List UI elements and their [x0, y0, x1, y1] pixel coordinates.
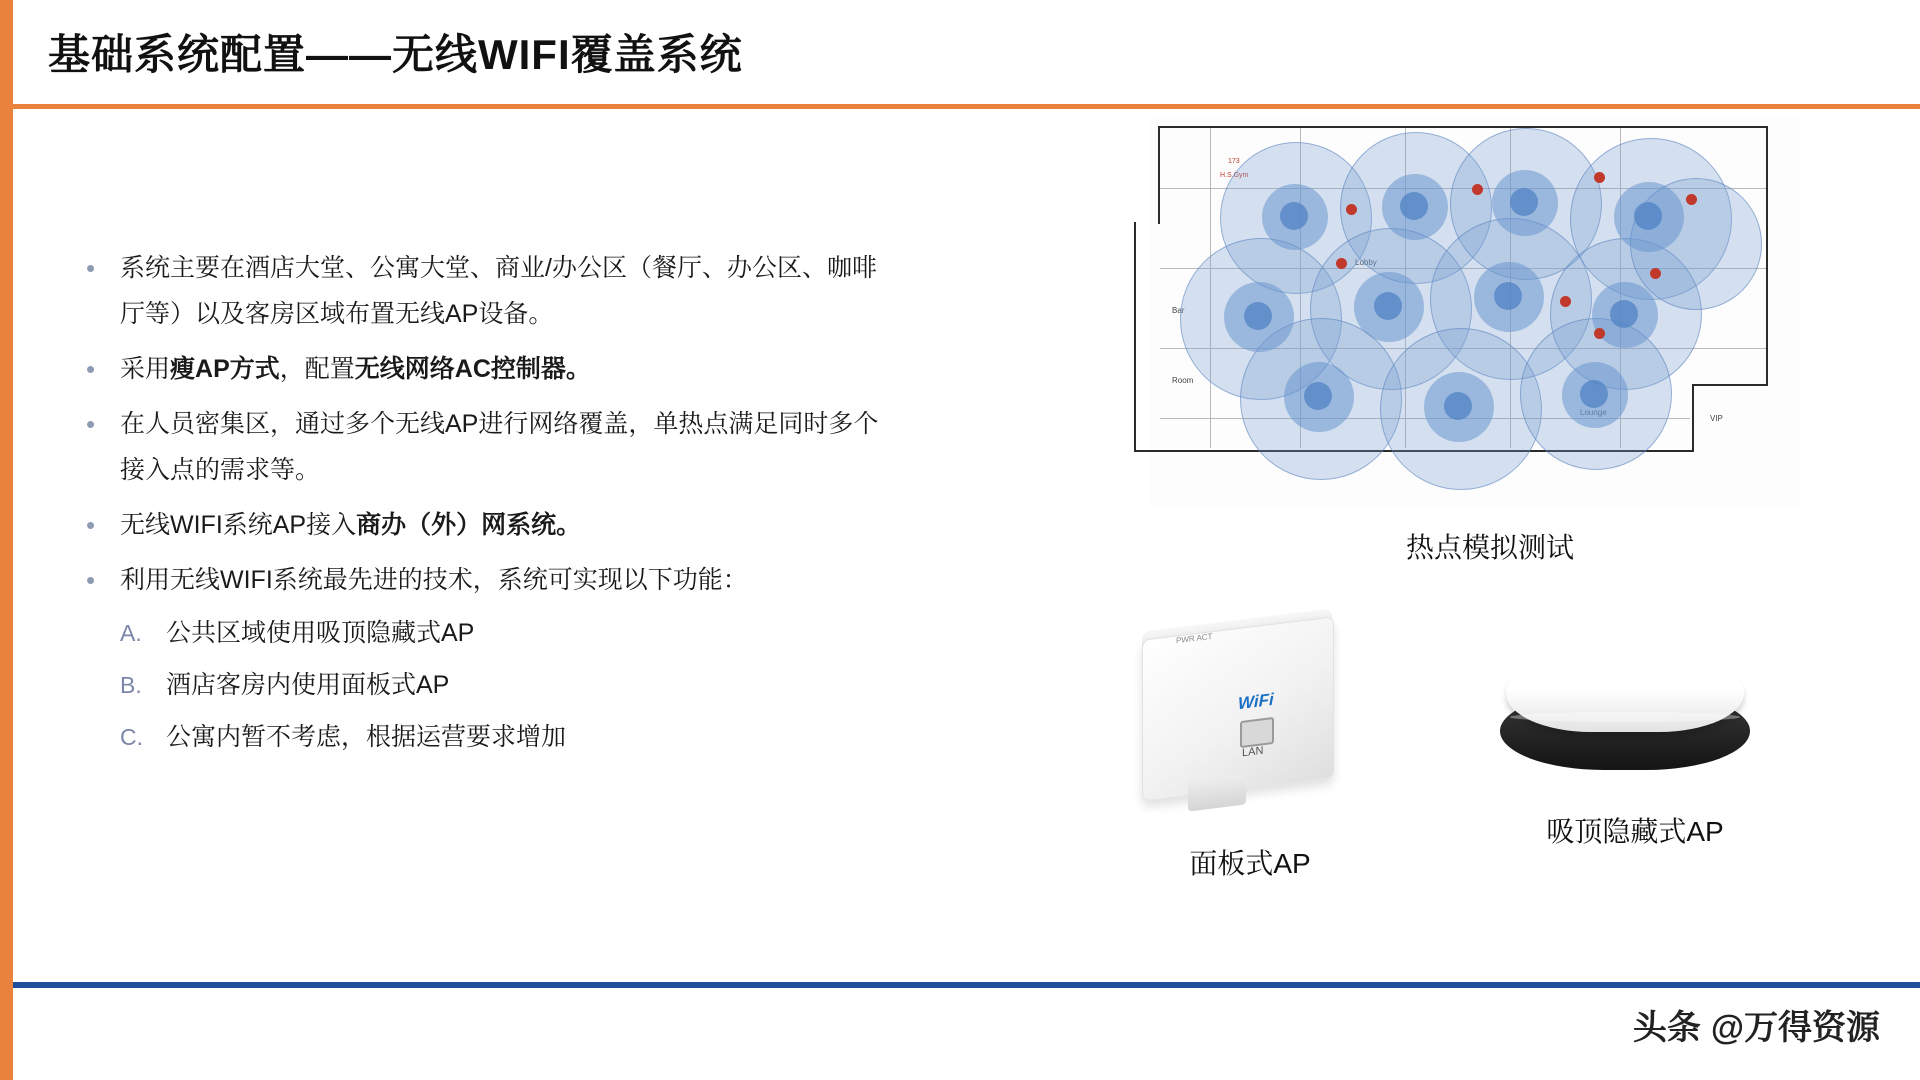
- panel-ap-caption: 面板式AP: [1189, 848, 1311, 879]
- bullet-text: [120, 557, 890, 603]
- bullet-segment: 在人员密集区，通过多个无线AP进行网络覆盖，单热点满足同时多个接入点的需求等。: [120, 410, 879, 484]
- footer-divider: [13, 982, 1920, 988]
- bullet-marker: •: [86, 565, 96, 595]
- bullet-marker: •: [86, 510, 96, 540]
- ap-hotspot: [1580, 380, 1608, 408]
- bullet-segment: 采用: [120, 355, 171, 383]
- ap-hotspot: [1400, 192, 1428, 220]
- ceiling-ap-caption: 吸顶隐藏式AP: [1546, 816, 1724, 847]
- sub-list-item: [120, 664, 890, 706]
- sub-list-item: [120, 612, 890, 654]
- panel-ap-lan-label: LAN: [1242, 744, 1264, 760]
- ap-marker-dot: [1594, 328, 1605, 339]
- bullet-text: [120, 401, 890, 493]
- ap-marker-dot: [1472, 184, 1483, 195]
- ap-hotspot: [1304, 382, 1332, 410]
- ap-hotspot: [1244, 302, 1272, 330]
- ap-hotspot: [1634, 202, 1662, 230]
- heatmap-caption: 热点模拟测试: [1405, 532, 1574, 563]
- bullet-segment-bold: 无线网络AC控制器。: [354, 355, 591, 383]
- panel-ap-indicator-label: PWR ACT: [1176, 631, 1213, 646]
- ap-hotspot: [1280, 202, 1308, 230]
- sub-item-label: 公寓内暂不考虑，根据运营要求增加: [166, 723, 567, 751]
- bullet-segment: ，配置: [279, 355, 355, 383]
- bullet-item: [70, 346, 890, 392]
- bullet-segment: 无线WIFI系统AP接入: [120, 511, 357, 539]
- bullet-segment: 系统主要在酒店大堂、公寓大堂、商业/办公区（餐厅、办公区、咖啡厅等）以及客房区域布置无线AP设备。: [120, 254, 877, 328]
- sub-item-label: 酒店客房内使用面板式AP: [166, 671, 450, 699]
- ap-marker-dot: [1336, 258, 1347, 269]
- floorplan-drawing: [1150, 118, 1800, 508]
- title-divider: [13, 104, 1920, 109]
- ap-hotspot: [1444, 392, 1472, 420]
- bullet-text: [120, 245, 890, 337]
- bullet-item: [70, 401, 890, 493]
- floorplan-label: Lobby: [1355, 258, 1377, 267]
- bullet-marker: •: [86, 409, 96, 439]
- bullet-marker: •: [86, 253, 96, 283]
- ap-hotspot: [1374, 292, 1402, 320]
- bullet-text: [120, 346, 890, 392]
- bullet-segment-bold: 商办（外）网系统。: [356, 511, 582, 539]
- wifi-icon: WiFi: [1238, 689, 1274, 714]
- bullet-segment-bold: 瘦AP方式: [170, 355, 280, 383]
- panel-ap-base: [1188, 774, 1246, 811]
- bullet-marker: •: [86, 354, 96, 384]
- device-photos: [1100, 610, 1880, 940]
- sub-list-item: [120, 716, 890, 758]
- ap-hotspot: [1610, 300, 1638, 328]
- sub-item-marker: C.: [120, 724, 143, 750]
- floorplan-label: H.S.Gym: [1220, 172, 1249, 179]
- floorplan-label: 173: [1228, 158, 1240, 165]
- lan-port-icon: [1240, 717, 1274, 748]
- ap-marker-dot: [1594, 172, 1605, 183]
- wifi-heatmap-figure: [1150, 118, 1800, 508]
- floorplan-label: VIP: [1710, 414, 1723, 423]
- sub-item-label: 公共区域使用吸顶隐藏式AP: [166, 619, 475, 647]
- bullet-item: [70, 245, 890, 337]
- sub-item-marker: B.: [120, 672, 142, 698]
- sub-item-marker: A.: [120, 620, 142, 646]
- ap-marker-dot: [1686, 194, 1697, 205]
- footer-branding: [1633, 1000, 1880, 1049]
- toutiao-badge: 头条: [1632, 1009, 1701, 1047]
- ap-marker-dot: [1650, 268, 1661, 279]
- page-title: 基础系统配置——无线WIFI覆盖系统: [48, 31, 743, 78]
- ap-hotspot: [1510, 188, 1538, 216]
- left-accent-bar: [0, 0, 13, 1080]
- bullet-list: [70, 245, 890, 768]
- ceiling-ap-seam: [1510, 712, 1740, 722]
- sub-list: [120, 612, 890, 758]
- ap-marker-dot: [1560, 296, 1571, 307]
- panel-ap-image: [1120, 620, 1370, 815]
- ap-marker-dot: [1346, 204, 1357, 215]
- floorplan-label: Bar: [1172, 306, 1185, 315]
- bullet-item: [70, 557, 890, 603]
- figure-column: [1100, 118, 1880, 940]
- ceiling-ap-image: [1480, 640, 1780, 790]
- bullet-segment: 利用无线WIFI系统最先进的技术，系统可实现以下功能：: [120, 566, 748, 594]
- bullet-item: [70, 502, 890, 548]
- brand-name: @万得资源: [1710, 1009, 1880, 1047]
- ap-hotspot: [1494, 282, 1522, 310]
- bullet-text: [120, 502, 890, 548]
- floorplan-label: Room: [1172, 376, 1194, 385]
